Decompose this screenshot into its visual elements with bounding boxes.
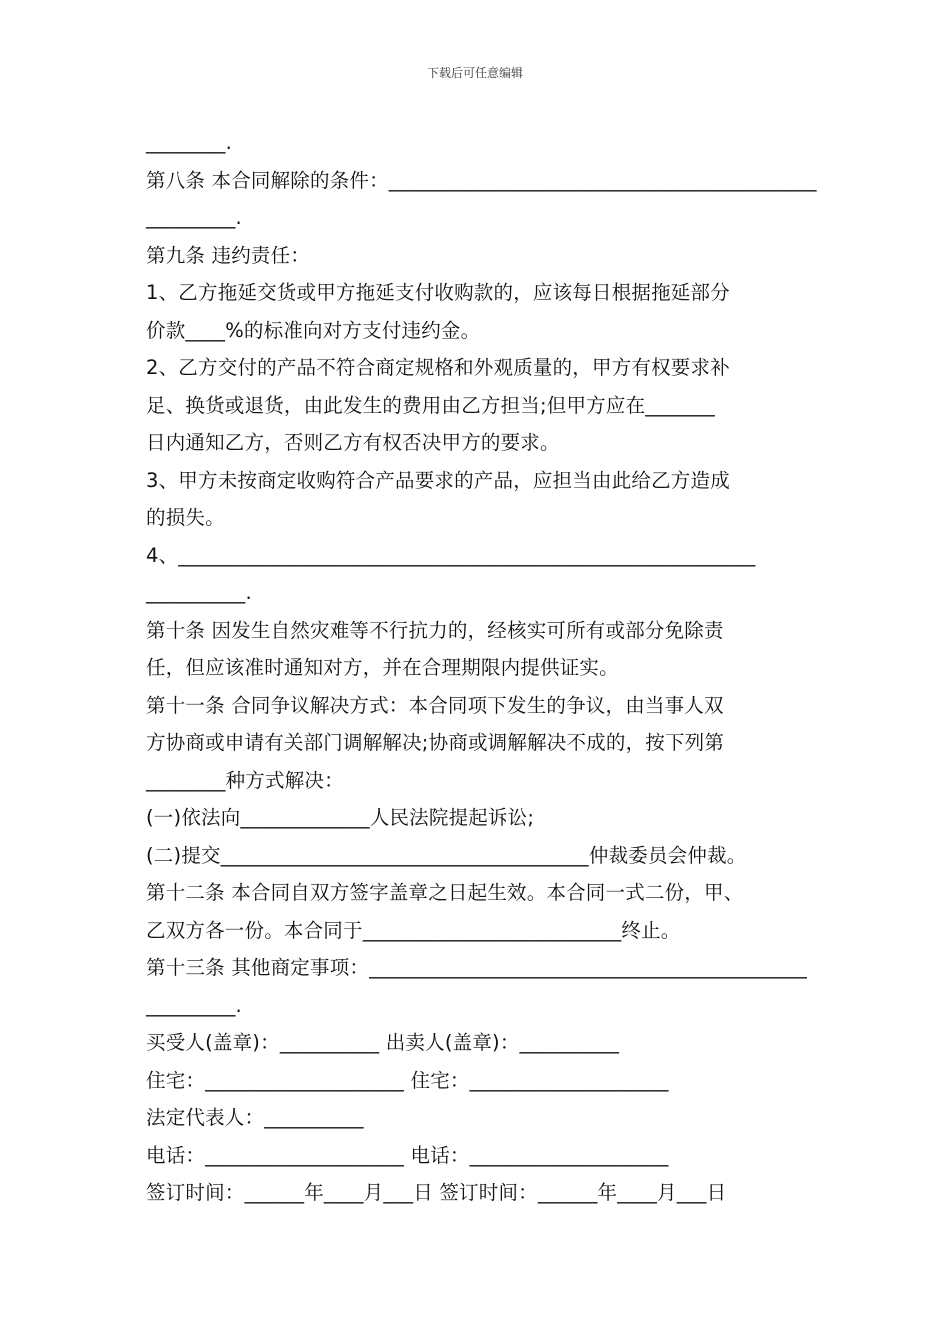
contract-line: 第九条 违约责任：: [146, 243, 310, 267]
contract-line: 任，但应该准时通知对方，并在合理期限内提供证实。: [146, 656, 619, 679]
contract-line: 乙双方各一份。本合同于__________________________终止。: [146, 918, 681, 942]
contract-line: 价款____%的标准向对方支付违约金。: [146, 318, 481, 342]
contract-line: 的损失。: [146, 506, 225, 529]
contract-line: 第十三条 其他商定事项：____________________________________________: [146, 956, 807, 979]
contract-line: 3、甲方未按商定收购符合产品要求的产品，应担当由此给乙方造成: [146, 468, 730, 492]
contract-line: _________.: [146, 993, 242, 1017]
contract-line: 第十二条 本合同自双方签字盖章之日起生效。本合同一式二份，甲、: [146, 881, 744, 904]
contract-line: 日内通知乙方，否则乙方有权否决甲方的要求。: [146, 431, 560, 454]
contract-line: 4、__________________________________________________________: [146, 543, 756, 567]
contract-line: 买受人(盖章)：__________ 出卖人(盖章)：__________: [146, 1031, 620, 1054]
contract-line: (一)依法向_____________人民法院提起诉讼;: [146, 806, 535, 829]
contract-line: 第十条 因发生自然灾难等不行抗力的，经核实可所有或部分免除责: [146, 618, 724, 642]
contract-line: 1、乙方拖延交货或甲方拖延支付收购款的，应该每日根据拖延部分: [146, 281, 730, 304]
contract-line: 方协商或申请有关部门调解解决;协商或调解解决不成的，按下列第: [146, 731, 725, 754]
contract-line: __________.: [146, 581, 252, 604]
contract-line: 电话：____________________ 电话：____________________: [146, 1143, 669, 1167]
contract-line: 法定代表人：__________: [146, 1106, 364, 1129]
contract-line: ________.: [146, 131, 232, 154]
contract-line: 足、换货或退货，由此发生的费用由乙方担当;但甲方应在_______: [146, 393, 715, 417]
contract-line: 住宅：____________________ 住宅：____________________: [146, 1068, 669, 1092]
contract-line: 第十一条 合同争议解决方式：本合同项下发生的争议，由当事人双: [146, 693, 724, 717]
page-header: 下载后可任意编辑: [426, 66, 523, 80]
contract-line: (二)提交_____________________________________仲裁委员会仲裁。: [146, 843, 747, 867]
contract-line: 签订时间：______年____月___日 签订时间：______年____月___日: [146, 1181, 727, 1204]
contract-line: ________种方式解决：: [146, 768, 344, 792]
contract-line: _________.: [146, 206, 242, 229]
contract-line: 2、乙方交付的产品不符合商定规格和外观质量的，甲方有权要求补: [146, 356, 730, 379]
contract-body: [146, 124, 817, 1212]
contract-line: 第八条 本合同解除的条件：___________________________________________: [146, 168, 817, 192]
